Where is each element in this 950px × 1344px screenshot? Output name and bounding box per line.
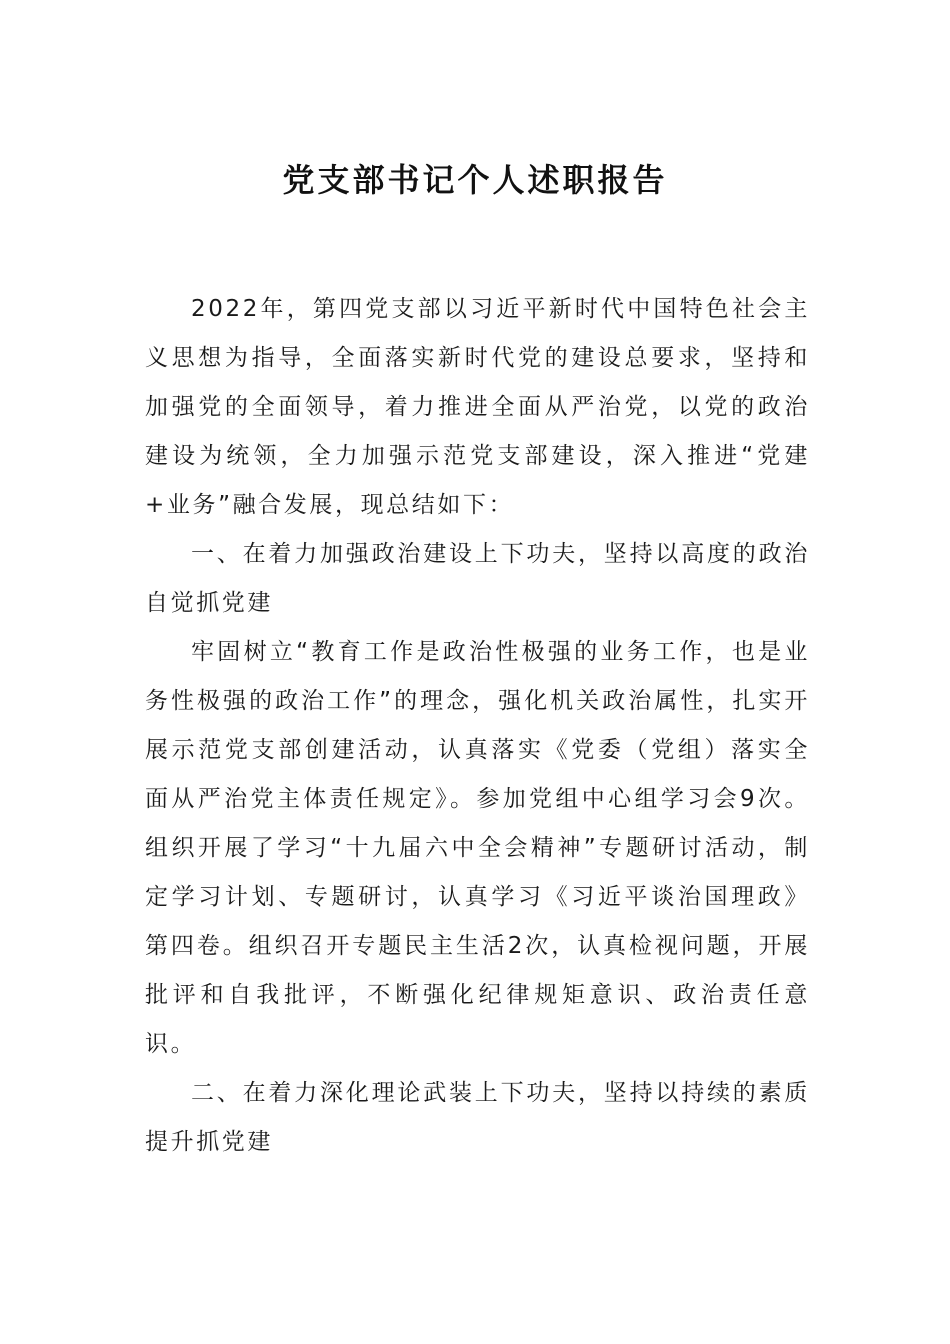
section-heading-2: 二、在着力深化理论武装上下功夫，坚持以持续的素质提升抓党建	[145, 1080, 810, 1155]
section-heading-1: 一、在着力加强政治建设上下功夫，坚持以高度的政治自觉抓党建	[145, 541, 810, 616]
section-1-paragraph: 牢固树立“教育工作是政治性极强的业务工作，也是业务性极强的政治工作”的理念，强化机关政治属性，扎实开展示范党支部创建活动，认真落实《党委（党组）落实全面从严治党主体责任规定》。参加党组中心组学习会9次。组织开展了学习“十九届六中全会精神”专题研讨活动，制定学习计划、专题研讨，认真学习《习近平谈治国理政》第四卷。组织召开专题民主生活2次，认真检视问题，开展批评和自我批评，不断强化纪律规矩意识、政治责任意识。	[145, 639, 810, 1057]
document-title: 党支部书记个人述职报告	[282, 161, 668, 199]
document-body	[145, 285, 810, 1167]
intro-paragraph: 2022年，第四党支部以习近平新时代中国特色社会主义思想为指导，全面落实新时代党的建设总要求，坚持和加强党的全面领导，着力推进全面从严治党，以党的政治建设为统领，全力加强示范党支部建设，深入推进“党建+业务”融合发展，现总结如下：	[145, 296, 810, 518]
